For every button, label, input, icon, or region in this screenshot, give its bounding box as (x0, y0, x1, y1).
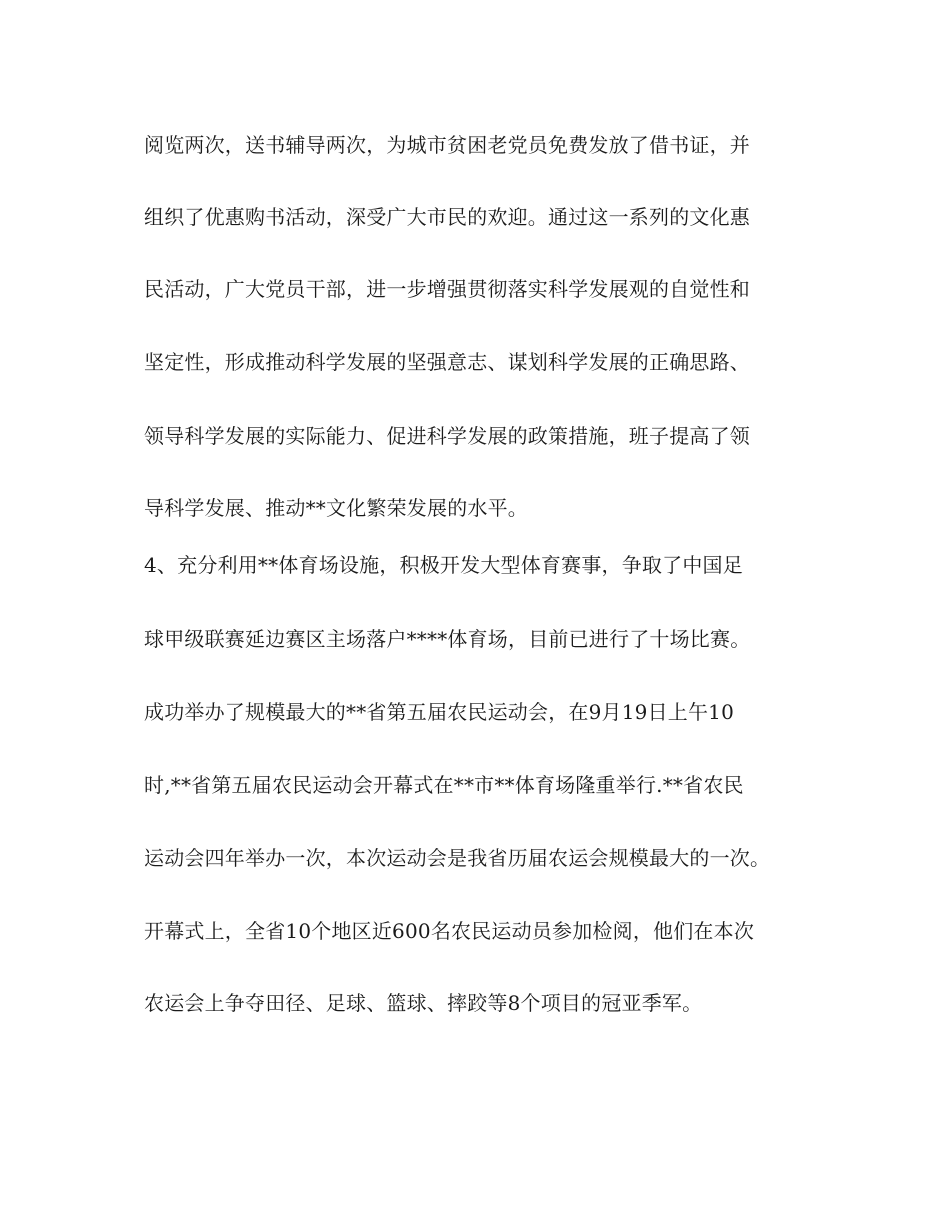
paragraph-line: 农运会上争夺田径、足球、篮球、摔跤等8个项目的冠亚季军。 (144, 991, 703, 1015)
paragraph-line: 开幕式上，全省10个地区近600名农民运动员参加检阅，他们在本次 (144, 919, 755, 943)
section-heading-line: 4、充分利用**体育场设施，积极开发大型体育赛事，争取了中国足 (144, 553, 743, 577)
paragraph-line: 领导科学发展的实际能力、促进科学发展的政策措施，班子提高了领 (144, 424, 750, 448)
paragraph-line: 民活动，广大党员干部，进一步增强贯彻落实科学发展观的自觉性和 (144, 277, 750, 301)
paragraph-line: 球甲级联赛延边赛区主场落户****体育场，目前已进行了十场比赛。 (144, 627, 751, 651)
paragraph-line: 运动会四年举办一次，本次运动会是我省历届农运会规模最大的一次。 (144, 846, 771, 870)
paragraph-line: 组织了优惠购书活动，深受广大市民的欢迎。通过这一系列的文化惠 (144, 205, 750, 229)
paragraph-line: 坚定性，形成推动科学发展的坚强意志、谋划科学发展的正确思路、 (144, 350, 750, 374)
paragraph-line: 成功举办了规模最大的**省第五届农民运动会，在9月19日上午10 (144, 700, 735, 724)
paragraph-line: 阅览两次，送书辅导两次，为城市贫困老党员免费发放了借书证，并 (144, 133, 750, 157)
paragraph-line: 导科学发展、推动**文化繁荣发展的水平。 (144, 496, 528, 520)
paragraph-line: 时,**省第五届农民运动会开幕式在**市**体育场隆重举行.**省农民 (144, 773, 744, 797)
